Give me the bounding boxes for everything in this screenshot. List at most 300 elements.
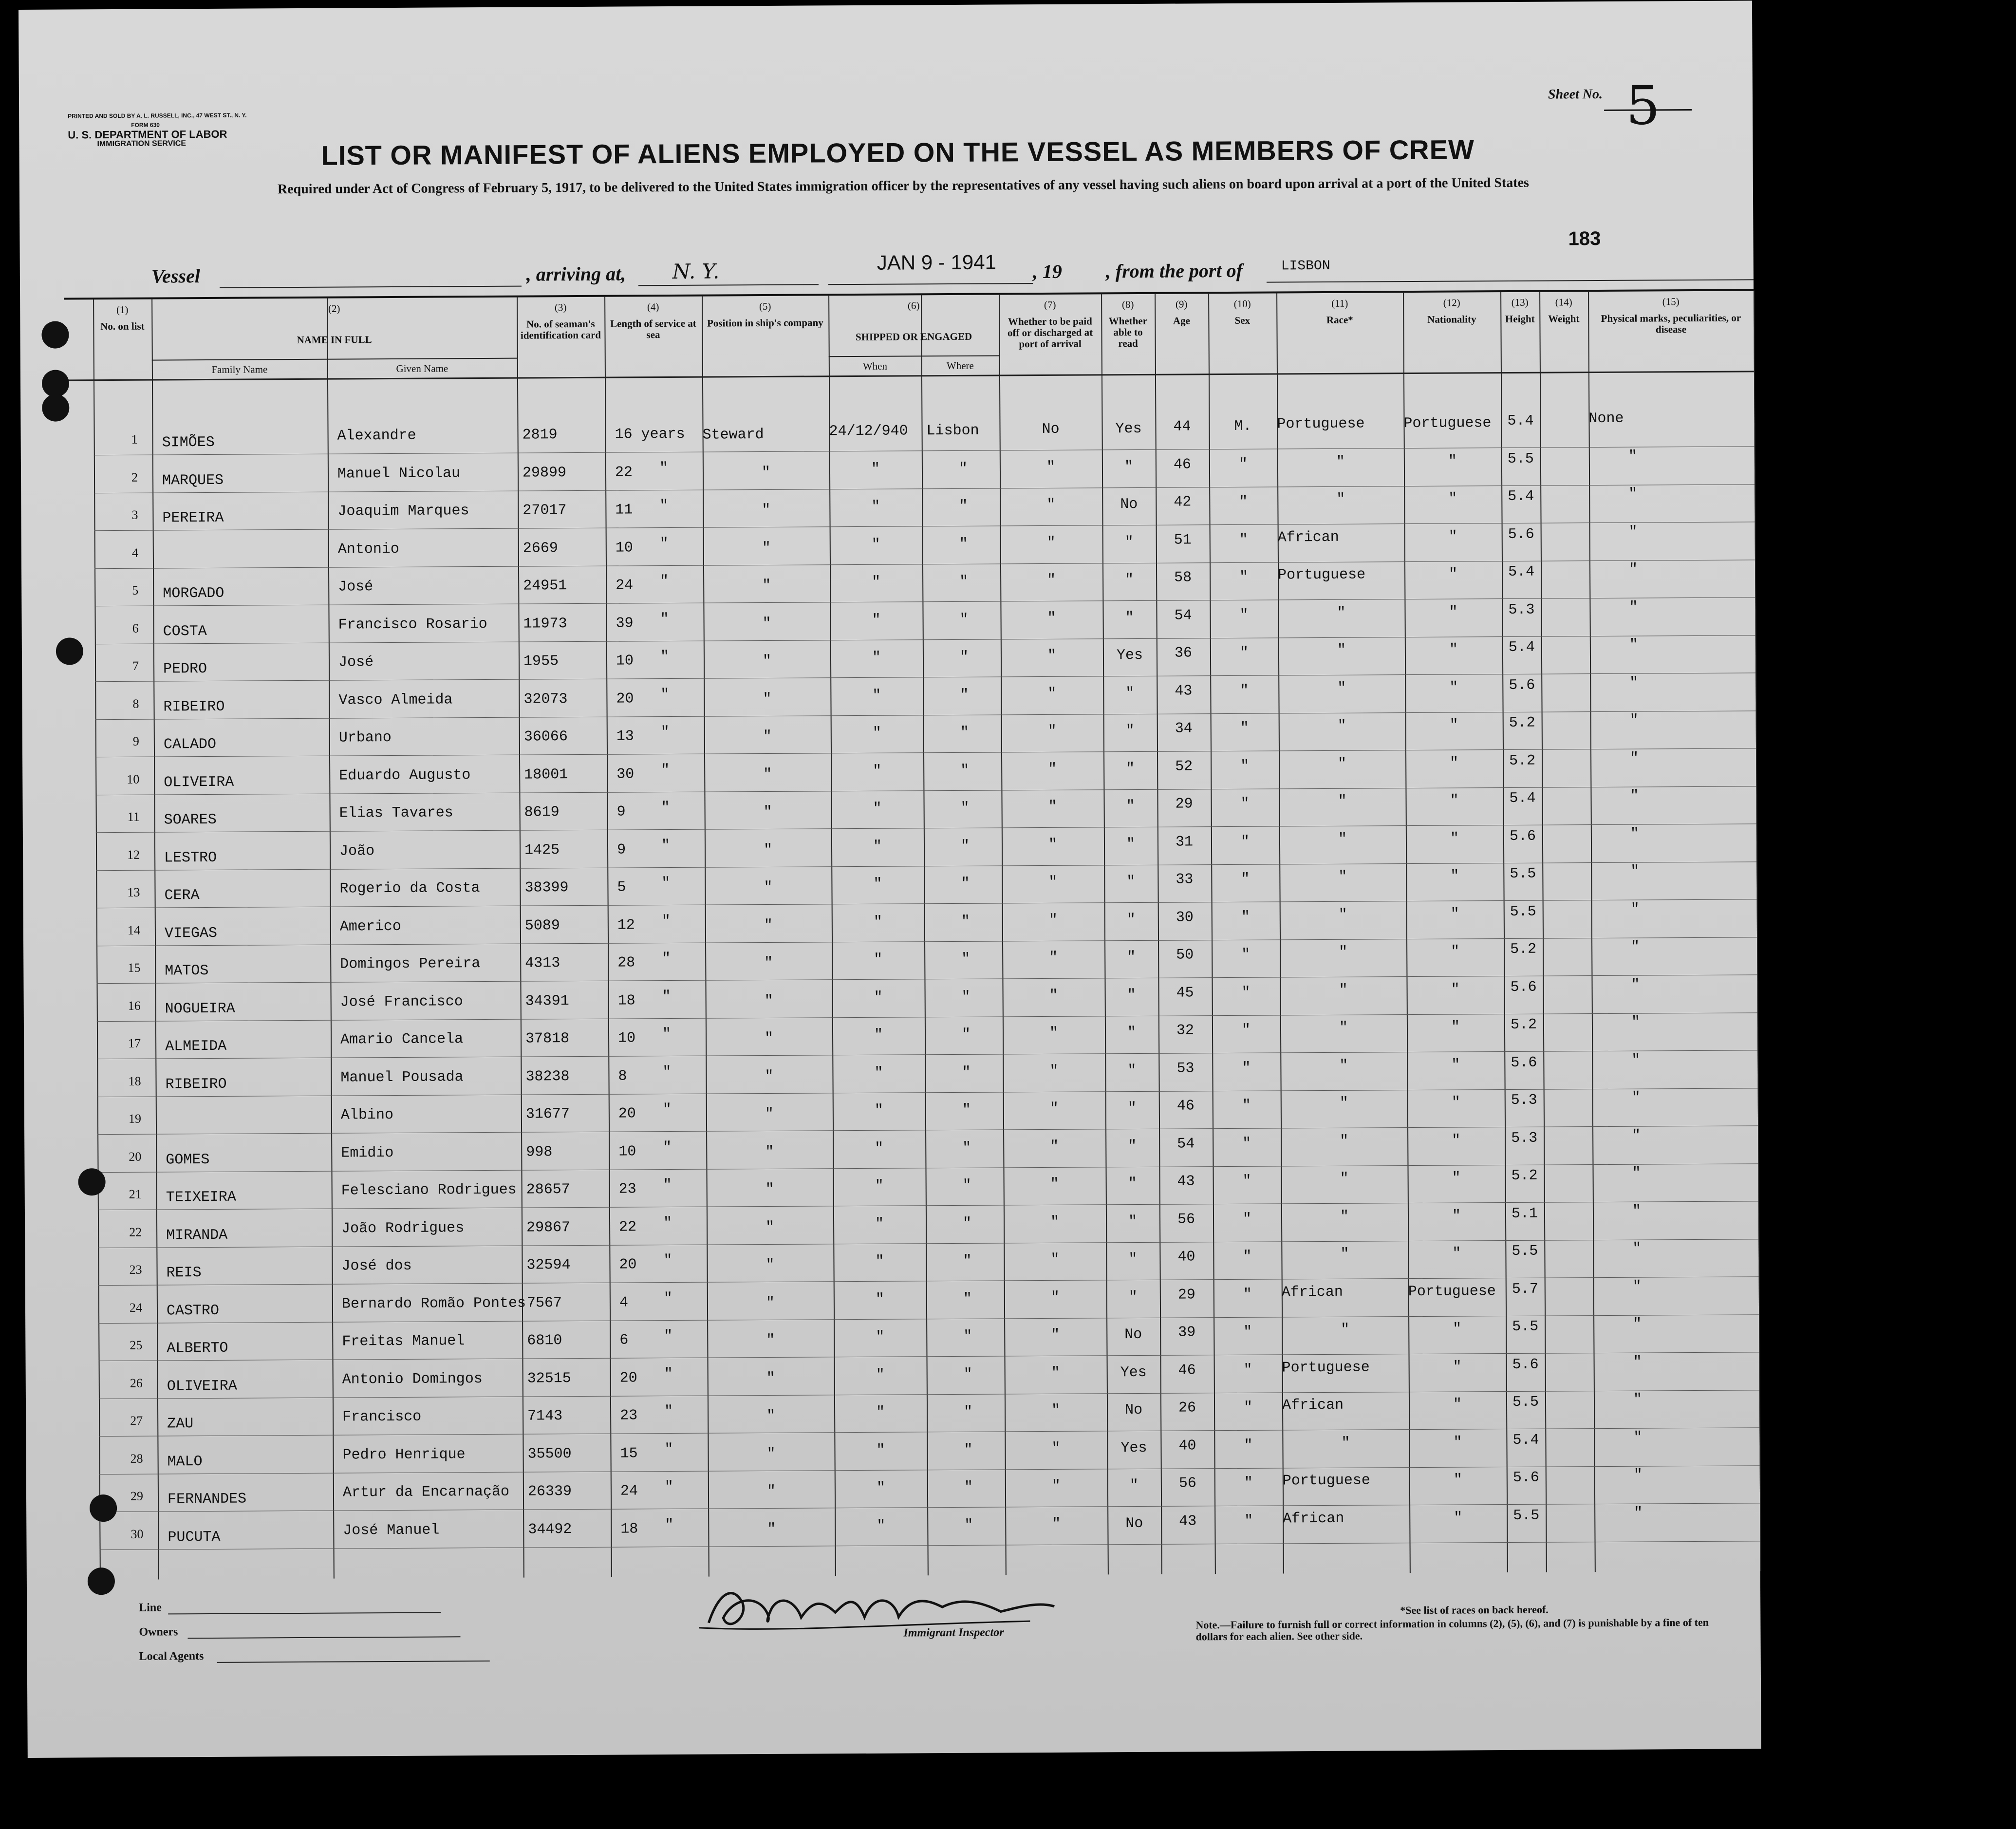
column-rule bbox=[1208, 293, 1216, 1574]
row-number: 1 bbox=[131, 432, 138, 447]
ship-position: " bbox=[765, 1181, 774, 1198]
given-name: Antonio Domingos bbox=[342, 1370, 483, 1388]
local-agents-underline bbox=[217, 1661, 490, 1663]
arriving-underline bbox=[638, 284, 819, 286]
ship-position: " bbox=[763, 803, 772, 821]
able-to-read: " bbox=[1126, 836, 1136, 853]
given-name: Rogerio da Costa bbox=[339, 880, 480, 897]
shipped-when: " bbox=[872, 725, 881, 742]
paid-off: " bbox=[1046, 534, 1056, 551]
sheet-label: Sheet No. bbox=[1548, 86, 1603, 102]
sex: " bbox=[1240, 795, 1250, 812]
height: 5.6 bbox=[1511, 1054, 1537, 1071]
seaman-card-number: 38238 bbox=[525, 1068, 570, 1085]
seaman-card-number: 28657 bbox=[526, 1181, 570, 1198]
column-number: (9) bbox=[1175, 298, 1188, 310]
seaman-card-number: 2669 bbox=[523, 540, 558, 557]
age: 42 bbox=[1174, 494, 1192, 511]
height: 5.4 bbox=[1509, 790, 1536, 807]
age: 43 bbox=[1179, 1512, 1197, 1530]
race: African bbox=[1281, 1284, 1343, 1301]
sex: " bbox=[1241, 871, 1250, 888]
column-subheader: When bbox=[862, 360, 887, 372]
sex: " bbox=[1244, 1437, 1253, 1454]
nationality: " bbox=[1448, 490, 1457, 507]
column-rule bbox=[1588, 291, 1596, 1572]
paid-off: " bbox=[1049, 1025, 1059, 1042]
height: 5.5 bbox=[1512, 1318, 1539, 1335]
binder-hole bbox=[56, 637, 83, 665]
height: 5.7 bbox=[1512, 1281, 1538, 1298]
binder-hole bbox=[78, 1168, 105, 1195]
able-to-read: " bbox=[1128, 1138, 1137, 1155]
height: 5.6 bbox=[1509, 828, 1536, 845]
height: 5.3 bbox=[1511, 1130, 1538, 1147]
paid-off: " bbox=[1049, 1063, 1059, 1080]
ditto-mark: " bbox=[664, 1403, 673, 1420]
shipped-when: " bbox=[874, 989, 883, 1006]
physical-marks: " bbox=[1631, 938, 1640, 955]
ship-position: " bbox=[763, 841, 773, 859]
shipped-where: " bbox=[959, 573, 969, 590]
arrival-date-stamp: JAN 9 - 1941 bbox=[877, 250, 997, 274]
able-to-read: " bbox=[1128, 1251, 1138, 1268]
sex: " bbox=[1241, 946, 1251, 963]
physical-marks: " bbox=[1630, 787, 1639, 804]
paid-off: " bbox=[1051, 1364, 1060, 1381]
able-to-read: " bbox=[1126, 911, 1136, 928]
physical-marks: " bbox=[1633, 1316, 1642, 1333]
age: 54 bbox=[1177, 1135, 1195, 1153]
row-number: 12 bbox=[127, 847, 140, 862]
nationality: " bbox=[1450, 830, 1459, 847]
seaman-card-number: 32073 bbox=[523, 691, 568, 708]
height: 5.5 bbox=[1510, 865, 1536, 882]
paid-off: " bbox=[1050, 1213, 1060, 1231]
column-header: Height bbox=[1505, 313, 1535, 325]
row-number: 3 bbox=[131, 507, 138, 522]
race: " bbox=[1339, 1057, 1348, 1074]
shipped-where: " bbox=[962, 1139, 971, 1157]
age: 33 bbox=[1176, 871, 1194, 888]
physical-marks: " bbox=[1630, 901, 1640, 918]
physical-marks: " bbox=[1630, 863, 1640, 880]
family-name: TEIXEIRA bbox=[166, 1189, 236, 1206]
shipped-where: " bbox=[963, 1328, 972, 1345]
row-number: 8 bbox=[132, 696, 139, 711]
race: African bbox=[1283, 1510, 1344, 1527]
row-number: 28 bbox=[130, 1451, 143, 1466]
height: 5.6 bbox=[1509, 677, 1535, 694]
service-length: 20 bbox=[619, 1256, 637, 1273]
physical-marks: " bbox=[1631, 1089, 1641, 1106]
race: " bbox=[1341, 1435, 1350, 1452]
age: 58 bbox=[1174, 569, 1192, 586]
able-to-read: " bbox=[1128, 1288, 1138, 1306]
paid-off: " bbox=[1048, 836, 1058, 853]
shipped-when: " bbox=[873, 800, 882, 817]
family-name: SIMÕES bbox=[162, 434, 215, 451]
able-to-read: " bbox=[1127, 949, 1136, 966]
ship-position: " bbox=[762, 540, 771, 557]
height: 5.5 bbox=[1510, 903, 1536, 920]
shipped-where: " bbox=[960, 800, 970, 817]
race: African bbox=[1277, 529, 1339, 546]
column-number: (3) bbox=[554, 301, 567, 314]
physical-marks: " bbox=[1631, 1014, 1641, 1031]
paid-off: " bbox=[1051, 1477, 1061, 1494]
seaman-card-number: 5089 bbox=[524, 917, 560, 934]
paid-off: " bbox=[1046, 459, 1056, 476]
sex: " bbox=[1243, 1399, 1253, 1416]
service-length: 5 bbox=[617, 879, 626, 896]
paid-off: " bbox=[1047, 647, 1057, 664]
ditto-mark: " bbox=[660, 724, 670, 741]
shipped-where: " bbox=[962, 1101, 971, 1119]
race: " bbox=[1341, 1321, 1350, 1338]
physical-marks: " bbox=[1633, 1391, 1643, 1408]
column-number: (4) bbox=[647, 301, 659, 313]
ditto-mark: " bbox=[662, 1101, 672, 1119]
shipped-when: " bbox=[876, 1328, 885, 1345]
height: 5.5 bbox=[1507, 450, 1534, 467]
row-number: 4 bbox=[131, 545, 138, 560]
binder-hole bbox=[90, 1494, 117, 1522]
page-title: LIST OR MANIFEST OF ALIENS EMPLOYED ON THE VESSEL AS MEMBERS OF CREW bbox=[321, 134, 1475, 171]
height: 5.4 bbox=[1508, 563, 1535, 580]
physical-marks: " bbox=[1634, 1505, 1643, 1522]
paid-off: " bbox=[1050, 1138, 1059, 1155]
seaman-card-number: 7567 bbox=[526, 1294, 562, 1312]
ditto-mark: " bbox=[661, 875, 671, 892]
column-rule bbox=[1500, 292, 1508, 1572]
row-number: 20 bbox=[129, 1149, 142, 1164]
family-name: OLIVEIRA bbox=[167, 1378, 237, 1395]
nationality: " bbox=[1451, 1057, 1460, 1074]
given-name: José bbox=[338, 654, 374, 671]
paid-off: " bbox=[1050, 1176, 1059, 1193]
subheader-rule bbox=[152, 358, 517, 361]
age: 26 bbox=[1178, 1400, 1196, 1417]
date-underline bbox=[828, 283, 1033, 285]
able-to-read: No bbox=[1125, 1515, 1143, 1532]
race: " bbox=[1339, 944, 1348, 961]
physical-marks: None bbox=[1588, 410, 1624, 428]
shipped-when: " bbox=[874, 1102, 883, 1119]
family-name: PEREIRA bbox=[162, 509, 224, 527]
age: 43 bbox=[1177, 1173, 1195, 1190]
shipped-where: " bbox=[963, 1366, 972, 1383]
ditto-mark: " bbox=[663, 1290, 672, 1307]
race: " bbox=[1340, 1133, 1349, 1150]
ditto-mark: " bbox=[664, 1441, 673, 1458]
ship-position: " bbox=[763, 728, 772, 746]
service-length: 12 bbox=[617, 916, 635, 934]
row-number: 22 bbox=[129, 1225, 142, 1239]
able-to-read: Yes bbox=[1116, 647, 1143, 664]
service-length: 10 bbox=[615, 539, 633, 557]
nationality: " bbox=[1451, 1094, 1460, 1111]
height: 5.4 bbox=[1508, 639, 1535, 656]
race: " bbox=[1337, 604, 1346, 621]
row-number: 2 bbox=[131, 470, 138, 485]
sex: " bbox=[1242, 1060, 1251, 1077]
race: Portuguese bbox=[1282, 1359, 1370, 1376]
service-length: 22 bbox=[619, 1218, 637, 1236]
height: 5.2 bbox=[1511, 1167, 1538, 1184]
service-length: 39 bbox=[616, 615, 634, 632]
service-length: 18 bbox=[620, 1520, 638, 1538]
column-number: (7) bbox=[1044, 299, 1056, 311]
physical-marks: " bbox=[1632, 1203, 1642, 1220]
family-name: CALADO bbox=[163, 736, 217, 753]
nationality: " bbox=[1452, 1208, 1461, 1225]
shipped-when: " bbox=[873, 876, 882, 893]
shipped-where: " bbox=[963, 1252, 972, 1269]
race: " bbox=[1338, 793, 1347, 810]
able-to-read: " bbox=[1127, 1025, 1137, 1042]
seaman-card-number: 31677 bbox=[525, 1106, 570, 1123]
ditto-mark: " bbox=[660, 686, 670, 703]
family-name: ALBERTO bbox=[167, 1340, 228, 1357]
age: 46 bbox=[1173, 456, 1192, 473]
able-to-read: Yes bbox=[1120, 1439, 1147, 1456]
paid-off: " bbox=[1048, 912, 1058, 929]
ditto-mark: " bbox=[661, 762, 670, 779]
printer-imprint bbox=[68, 111, 247, 149]
sex: " bbox=[1240, 682, 1249, 699]
column-header: SHIPPED OR ENGAGED bbox=[855, 330, 972, 343]
paid-off: No bbox=[1042, 421, 1060, 438]
nationality: " bbox=[1452, 1132, 1461, 1149]
service-length: 9 bbox=[616, 803, 626, 821]
family-name: MORGADO bbox=[163, 585, 224, 602]
service-length: 23 bbox=[620, 1407, 638, 1424]
paid-off: " bbox=[1048, 761, 1057, 778]
row-number: 7 bbox=[132, 658, 139, 673]
row-number: 16 bbox=[128, 998, 141, 1013]
service-length: 28 bbox=[617, 954, 635, 971]
service-length: 10 bbox=[618, 1143, 636, 1160]
seaman-card-number: 2819 bbox=[522, 427, 558, 444]
height: 5.5 bbox=[1512, 1243, 1538, 1260]
paid-off: " bbox=[1051, 1326, 1060, 1344]
line-underline bbox=[168, 1612, 441, 1615]
able-to-read: No bbox=[1124, 1326, 1142, 1344]
sex: " bbox=[1242, 1211, 1252, 1228]
family-name: LESTRO bbox=[164, 849, 217, 866]
column-rule bbox=[93, 299, 101, 1580]
height: 5.1 bbox=[1511, 1205, 1538, 1222]
given-name: Albino bbox=[340, 1107, 394, 1124]
row-number: 6 bbox=[132, 621, 139, 635]
seaman-card-number: 6810 bbox=[527, 1332, 562, 1349]
service-length: 11 bbox=[615, 502, 633, 519]
ditto-mark: " bbox=[660, 573, 669, 590]
shipped-when: " bbox=[871, 461, 880, 478]
shipped-when: " bbox=[874, 1026, 883, 1044]
nationality: " bbox=[1453, 1396, 1462, 1413]
penalty-note: Note.—Failure to furnish full or correct information in columns (2), (5), (6), and (7) is punishable by a fine of ten dollars for each alien. See other side. bbox=[1195, 1616, 1709, 1643]
given-name: Domingos Pereira bbox=[340, 955, 481, 973]
nationality: " bbox=[1449, 679, 1458, 696]
sex: " bbox=[1243, 1248, 1252, 1265]
shipped-where: " bbox=[960, 687, 969, 704]
sheet-number-underline bbox=[1604, 109, 1692, 111]
shipped-when: " bbox=[873, 914, 882, 931]
service-length: 24 bbox=[616, 577, 634, 594]
sex: " bbox=[1243, 1362, 1252, 1379]
seaman-card-number: 8619 bbox=[524, 804, 560, 821]
service-length: 6 bbox=[619, 1332, 629, 1349]
sex: " bbox=[1239, 531, 1248, 548]
sex: " bbox=[1241, 909, 1250, 926]
shipped-where: " bbox=[961, 875, 970, 892]
able-to-read: " bbox=[1128, 1176, 1137, 1193]
able-to-read: Yes bbox=[1120, 1364, 1147, 1381]
seaman-card-number: 4313 bbox=[525, 955, 560, 972]
shipped-when: " bbox=[876, 1479, 886, 1496]
inspector-label: Immigrant Inspector bbox=[903, 1626, 1004, 1640]
ship-position: " bbox=[763, 766, 772, 783]
races-note: *See list of races on back hereof. bbox=[1400, 1603, 1549, 1617]
column-number: (5) bbox=[759, 300, 771, 313]
seaman-card-number: 34492 bbox=[528, 1521, 572, 1538]
given-name: Bernardo Romão Pontes bbox=[341, 1295, 526, 1313]
column-header: Sex bbox=[1234, 314, 1251, 326]
ditto-mark: " bbox=[662, 1026, 672, 1043]
family-name: PEDRO bbox=[163, 660, 207, 678]
nationality: " bbox=[1449, 604, 1458, 621]
shipped-where: " bbox=[959, 611, 969, 628]
ship-position: " bbox=[764, 879, 773, 896]
race: " bbox=[1340, 1208, 1349, 1225]
nationality: " bbox=[1452, 1170, 1461, 1187]
paid-off: " bbox=[1050, 1289, 1060, 1306]
service-name: IMMIGRATION SERVICE bbox=[97, 139, 187, 149]
ditto-mark: " bbox=[659, 498, 669, 515]
shipped-when: " bbox=[871, 498, 880, 515]
race: " bbox=[1338, 755, 1347, 772]
age: 46 bbox=[1178, 1362, 1196, 1379]
nationality: Portuguese bbox=[1403, 415, 1492, 432]
row-number: 26 bbox=[130, 1376, 143, 1390]
given-name: José bbox=[338, 579, 373, 596]
physical-marks: " bbox=[1633, 1354, 1642, 1371]
nationality: " bbox=[1448, 528, 1457, 545]
paid-off: " bbox=[1051, 1402, 1061, 1419]
column-number: (14) bbox=[1555, 296, 1572, 308]
column-header: Nationality bbox=[1427, 313, 1476, 325]
service-length: 13 bbox=[616, 728, 634, 745]
nationality: " bbox=[1449, 717, 1458, 734]
row-number: 18 bbox=[128, 1074, 141, 1088]
race: " bbox=[1336, 491, 1345, 508]
shipped-when: " bbox=[876, 1366, 885, 1383]
row-number: 21 bbox=[129, 1187, 142, 1201]
age: 44 bbox=[1173, 418, 1191, 435]
shipped-when: " bbox=[876, 1404, 885, 1421]
age: 36 bbox=[1174, 645, 1193, 662]
row-number: 15 bbox=[128, 960, 141, 975]
column-number: (6) bbox=[907, 299, 920, 312]
row-number: 9 bbox=[132, 734, 139, 748]
column-rule bbox=[1155, 294, 1162, 1574]
ship-position: " bbox=[766, 1370, 775, 1387]
seaman-card-number: 11973 bbox=[523, 615, 567, 633]
ditto-mark: " bbox=[665, 1516, 674, 1533]
owners-label: Owners bbox=[139, 1625, 178, 1639]
owners-underline bbox=[188, 1636, 461, 1639]
able-to-read: " bbox=[1125, 572, 1134, 589]
service-length: 30 bbox=[616, 765, 635, 783]
height: 5.2 bbox=[1510, 1016, 1537, 1033]
column-rule bbox=[921, 295, 929, 1575]
height: 5.2 bbox=[1509, 714, 1535, 731]
shipped-when: " bbox=[872, 574, 881, 591]
paid-off: " bbox=[1047, 572, 1056, 589]
column-number: (10) bbox=[1233, 298, 1251, 310]
service-length: 20 bbox=[616, 690, 634, 708]
race: Portuguese bbox=[1282, 1472, 1370, 1490]
shipped-where: " bbox=[964, 1403, 973, 1420]
seaman-card-number: 18001 bbox=[524, 766, 568, 784]
nationality: " bbox=[1453, 1321, 1462, 1338]
nationality: " bbox=[1450, 868, 1459, 885]
arriving-label: , arriving at, bbox=[526, 262, 626, 285]
column-header: Whether to be paid off or discharged at port of arrival bbox=[1007, 315, 1093, 350]
shipped-when: " bbox=[873, 838, 882, 855]
ship-position: " bbox=[764, 917, 773, 934]
column-number: (2) bbox=[328, 302, 340, 315]
ditto-mark: " bbox=[660, 611, 669, 628]
shipped-when: " bbox=[872, 612, 881, 629]
paid-off: " bbox=[1049, 949, 1058, 966]
ship-position: " bbox=[762, 577, 771, 595]
physical-marks: " bbox=[1628, 485, 1638, 503]
seaman-card-number: 27017 bbox=[523, 502, 567, 519]
age: 56 bbox=[1178, 1475, 1196, 1492]
column-header: Physical marks, peculiarities, or disease bbox=[1601, 312, 1741, 336]
ditto-mark: " bbox=[662, 988, 671, 1005]
race: " bbox=[1340, 1246, 1349, 1263]
shipped-where: " bbox=[964, 1479, 973, 1496]
service-length: 20 bbox=[618, 1105, 636, 1122]
seaman-card-number: 36066 bbox=[523, 728, 568, 746]
family-name: REIS bbox=[166, 1265, 202, 1282]
height: 5.4 bbox=[1507, 412, 1534, 430]
able-to-read: " bbox=[1126, 760, 1135, 777]
family-name: MATOS bbox=[165, 962, 209, 980]
able-to-read: " bbox=[1124, 534, 1134, 551]
subheader-rule bbox=[829, 355, 999, 357]
height: 5.4 bbox=[1508, 488, 1534, 505]
able-to-read: " bbox=[1124, 458, 1134, 475]
paid-off: " bbox=[1049, 987, 1058, 1004]
sheet-number: 5 bbox=[1625, 74, 1661, 137]
age: 52 bbox=[1175, 758, 1193, 775]
age: 29 bbox=[1175, 796, 1193, 813]
column-header: No. on list bbox=[100, 320, 145, 333]
service-length: 4 bbox=[619, 1294, 629, 1311]
shipped-when: 24/12/940 bbox=[829, 423, 908, 440]
height: 5.4 bbox=[1512, 1432, 1539, 1449]
seaman-card-number: 1425 bbox=[524, 841, 560, 859]
height: 5.6 bbox=[1512, 1356, 1539, 1373]
family-name: MARQUES bbox=[162, 472, 224, 489]
ship-position: " bbox=[767, 1521, 776, 1538]
race: " bbox=[1337, 642, 1346, 659]
